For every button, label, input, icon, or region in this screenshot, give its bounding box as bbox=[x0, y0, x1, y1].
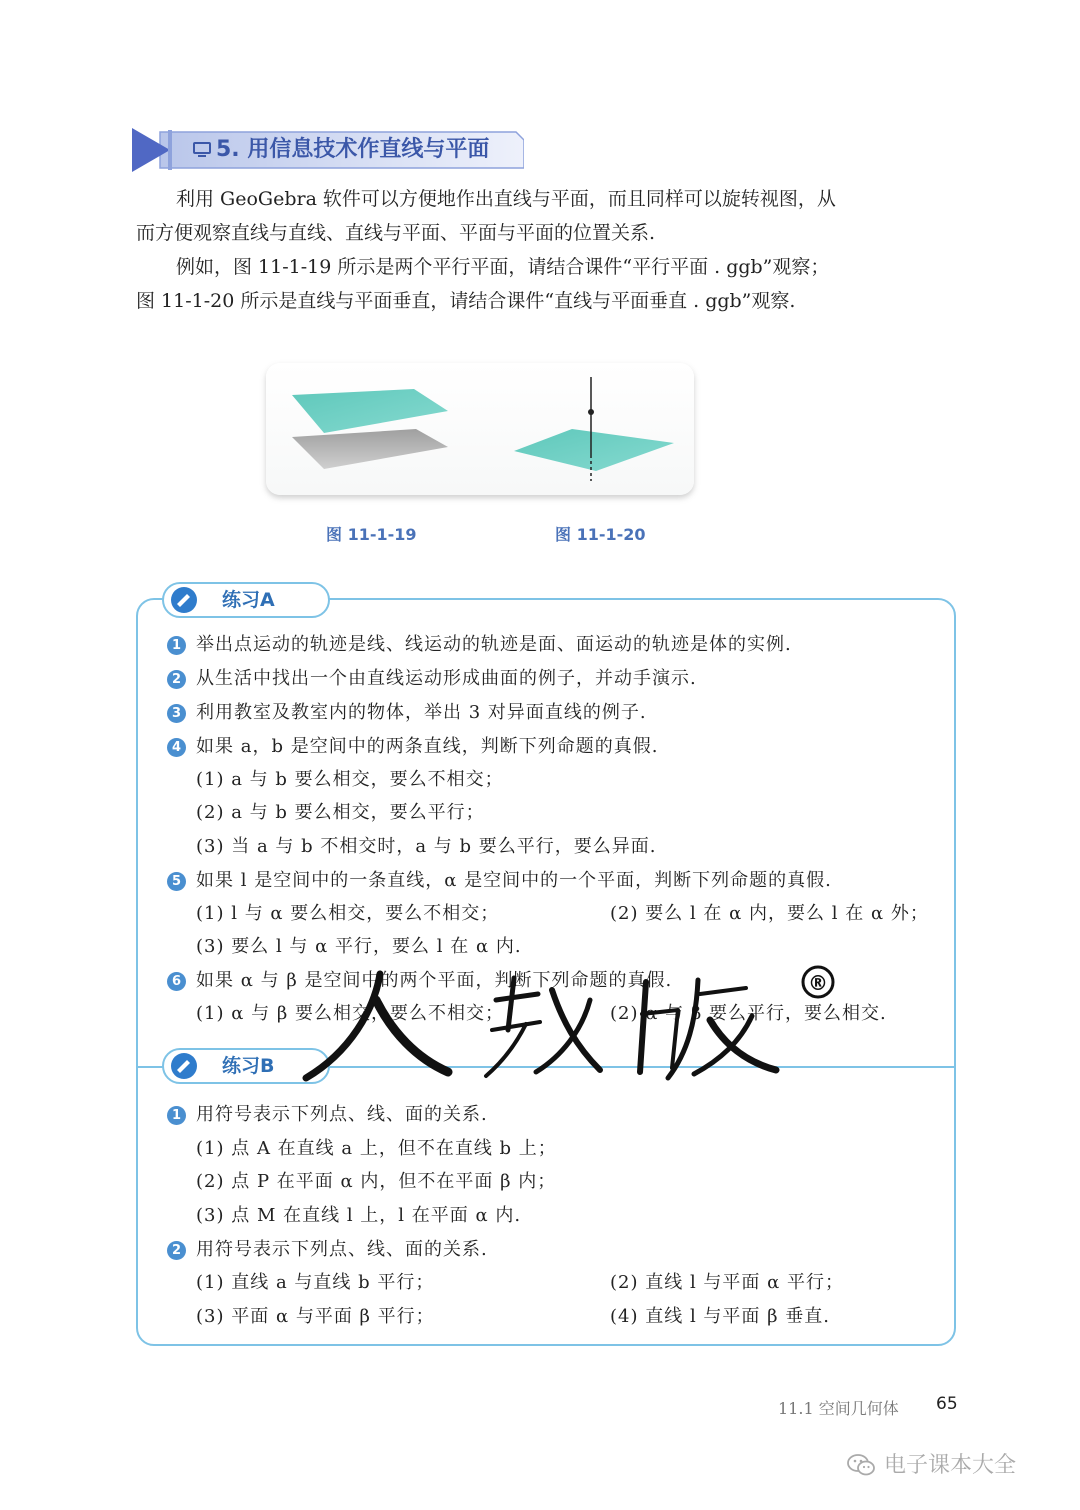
publisher-watermark-logo bbox=[300, 960, 860, 1090]
exercise-a-item-1: 举出点运动的轨迹是线、线运动的轨迹是面、面运动的轨迹是体的实例. bbox=[196, 634, 792, 655]
item-number: 1 bbox=[167, 1106, 186, 1125]
exercise-a-item-6-sub-1: (1) α 与 β 要么相交，要么不相交； bbox=[196, 1003, 504, 1024]
exercise-a-item-4-sub-3: (3) 当 a 与 b 不相交时，a 与 b 要么平行，要么异面. bbox=[196, 836, 657, 857]
exercise-a-item-5-sub-2: (2) 要么 l 在 α 内，要么 l 在 α 外； bbox=[610, 903, 929, 924]
svg-text:®: ® bbox=[808, 971, 828, 995]
exercise-a-item-4-sub-2: (2) a 与 b 要么相交，要么平行； bbox=[196, 802, 485, 823]
section-title: 5. 用信息技术作直线与平面 bbox=[216, 137, 490, 162]
exercise-a-item-5-sub-3: (3) 要么 l 与 α 平行，要么 l 在 α 内. bbox=[196, 936, 522, 957]
page-number: 65 bbox=[936, 1394, 958, 1414]
wechat-account-name: 电子课本大全 bbox=[884, 1453, 1017, 1478]
pencil-badge-icon bbox=[171, 587, 197, 613]
parallel-planes-illustration bbox=[292, 389, 448, 469]
exercise-b-item-2-sub-1: (1) 直线 a 与直线 b 平行； bbox=[196, 1272, 435, 1293]
exercise-b-item-2-sub-2: (2) 直线 l 与平面 α 平行； bbox=[610, 1272, 845, 1293]
wechat-icon bbox=[846, 1452, 876, 1478]
figure-caption-20: 图 11-1-20 bbox=[555, 525, 646, 544]
exercise-a-item-5: 如果 l 是空间中的一条直线，α 是空间中的一个平面，判断下列命题的真假. bbox=[196, 870, 832, 891]
exercise-b-item-1: 用符号表示下列点、线、面的关系. bbox=[196, 1104, 488, 1125]
pencil-badge-icon bbox=[171, 1053, 197, 1079]
item-number: 2 bbox=[167, 670, 186, 689]
footer-section: 11.1 空间几何体 bbox=[778, 1399, 899, 1418]
exercise-b-item-2-sub-3: (3) 平面 α 与平面 β 平行； bbox=[196, 1306, 435, 1327]
exercise-a-item-6: 如果 α 与 β 是空间中的两个平面，判断下列命题的真假. bbox=[196, 970, 673, 991]
exercise-b-label: 练习B bbox=[222, 1055, 275, 1077]
exercise-a-item-3: 利用教室及教室内的物体，举出 3 对异面直线的例子. bbox=[196, 702, 647, 723]
registered-mark bbox=[803, 967, 833, 997]
perpendicular-line-plane-illustration bbox=[514, 377, 674, 481]
foot-point bbox=[588, 409, 594, 415]
item-number: 5 bbox=[167, 872, 186, 891]
exercise-b-item-1-sub-1: (1) 点 A 在直线 a 上，但不在直线 b 上； bbox=[196, 1138, 557, 1159]
item-number: 3 bbox=[167, 704, 186, 723]
exercise-a-item-4: 如果 a，b 是空间中的两条直线，判断下列命题的真假. bbox=[196, 736, 659, 757]
exercise-b-item-1-sub-2: (2) 点 P 在平面 α 内，但不在平面 β 内； bbox=[196, 1171, 557, 1192]
exercise-a-item-2: 从生活中找出一个由直线运动形成曲面的例子，并动手演示. bbox=[196, 668, 697, 689]
item-number: 6 bbox=[167, 972, 186, 991]
figure-caption-19: 图 11-1-19 bbox=[326, 525, 417, 544]
plane bbox=[514, 429, 674, 471]
example-paragraph: 例如，图 11-1-19 所示是两个平行平面，请结合课件“平行平面 . ggb”观察；图 11-1-20 所示是直线与平面垂直，请结合课件“直线与平面垂直 . ggb”观察. bbox=[136, 256, 830, 312]
exercise-a-item-4-sub-1: (1) a 与 b 要么相交，要么不相交； bbox=[196, 769, 504, 790]
item-number: 2 bbox=[167, 1241, 186, 1260]
exercise-a-item-5-sub-1: (1) l 与 α 要么相交，要么不相交； bbox=[196, 903, 500, 924]
exercise-a-item-6-sub-2: (2) α 与 β 要么平行，要么相交. bbox=[610, 1003, 887, 1024]
exercise-b-item-1-sub-3: (3) 点 M 在直线 l 上，l 在平面 α 内. bbox=[196, 1205, 522, 1226]
computer-icon bbox=[192, 140, 212, 160]
exercise-a-label: 练习A bbox=[222, 589, 275, 611]
intro-paragraph: 利用 GeoGebra 软件可以方便地作出直线与平面，而且同样可以旋转视图，从而方便观察直线与直线、直线与平面、平面与平面的位置关系. bbox=[136, 188, 836, 244]
figure-illustrations bbox=[266, 363, 694, 495]
exercise-b-item-2-sub-4: (4) 直线 l 与平面 β 垂直. bbox=[610, 1306, 830, 1327]
item-number: 1 bbox=[167, 636, 186, 655]
lower-plane bbox=[292, 429, 448, 469]
item-number: 4 bbox=[167, 738, 186, 757]
upper-plane bbox=[292, 389, 448, 433]
exercise-b-item-2: 用符号表示下列点、线、面的关系. bbox=[196, 1239, 488, 1260]
